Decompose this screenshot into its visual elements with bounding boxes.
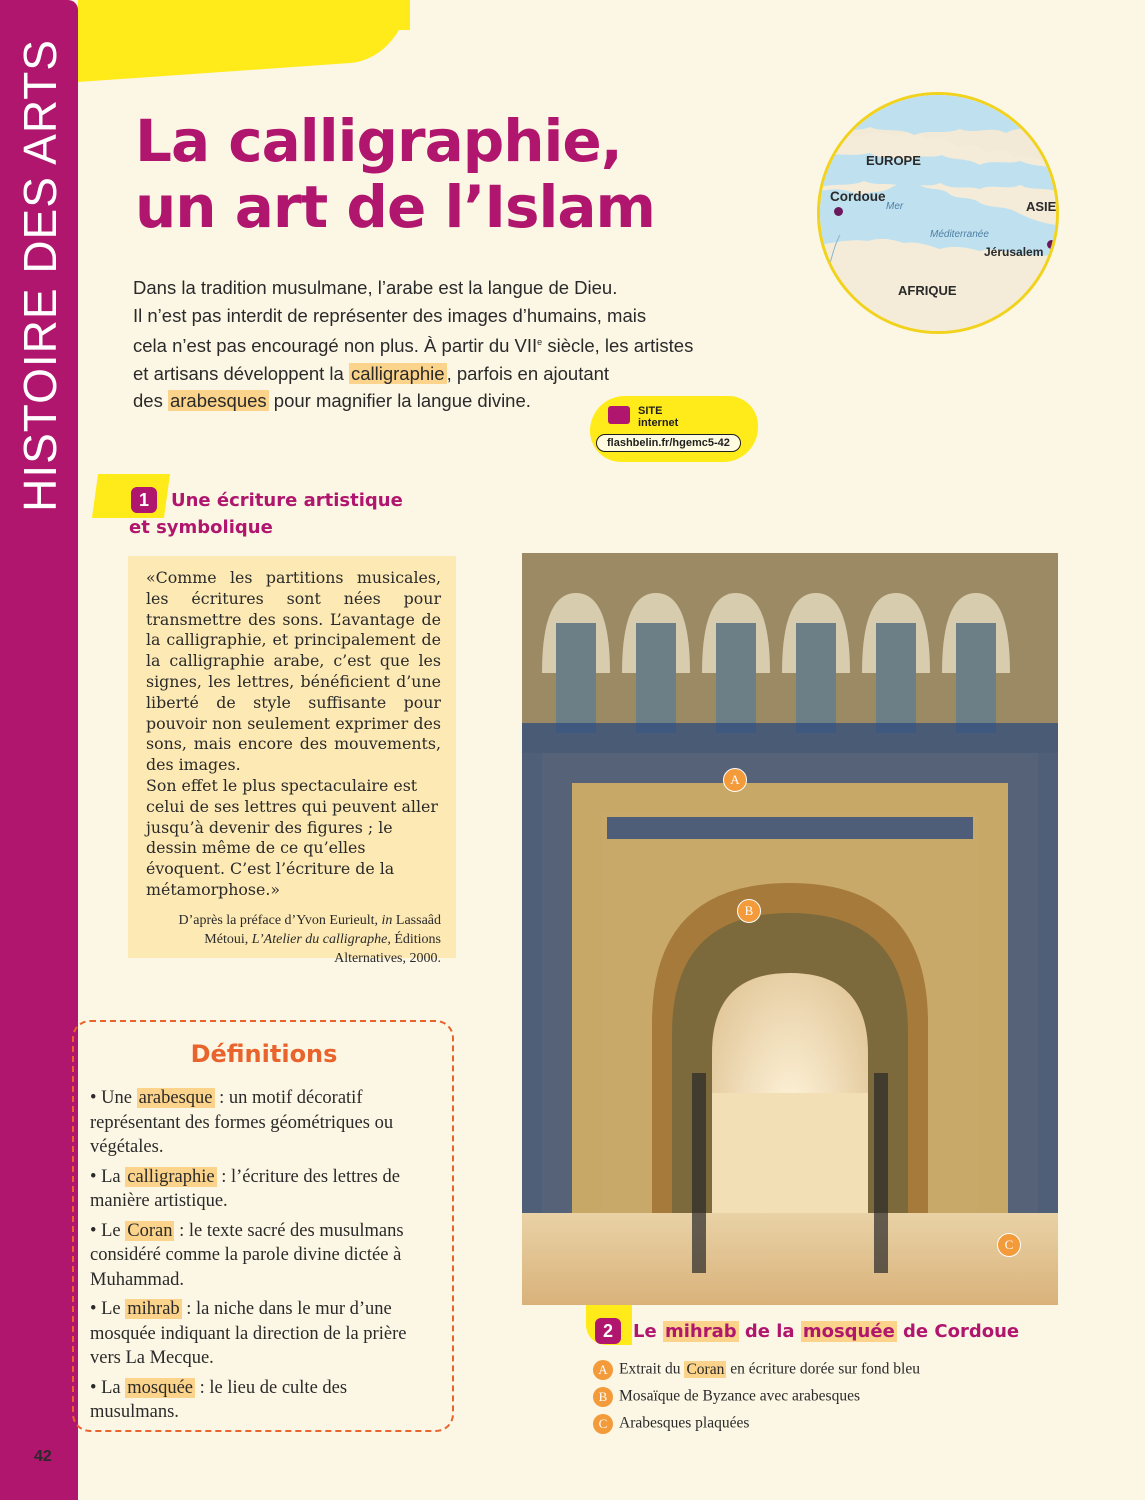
quote-box bbox=[128, 556, 456, 966]
legend-text: en écriture dorée sur fond bleu bbox=[726, 1360, 920, 1378]
marker-b: B bbox=[737, 899, 761, 923]
def-text: : la niche dans le mur d’une mosquée indiquant la direction de la prière vers La Mecque. bbox=[90, 1299, 407, 1368]
def-term[interactable]: mihrab bbox=[127, 1299, 180, 1319]
def-text: : l’écriture des lettres de manière artistique. bbox=[90, 1166, 400, 1211]
title-line-2: un art de l’Islam bbox=[135, 173, 655, 241]
keyword-arabesques[interactable]: arabesques bbox=[169, 390, 267, 412]
site-label-2: internet bbox=[638, 417, 679, 429]
section-label bbox=[10, 40, 70, 510]
legend-text: Arabesques plaquées bbox=[619, 1414, 750, 1432]
site-label-1: SITE bbox=[638, 405, 663, 417]
marker-c: C bbox=[997, 1233, 1021, 1257]
site-label bbox=[638, 405, 678, 429]
source-text: , Éditions Alternatives, 2000. bbox=[334, 931, 441, 966]
page-number: 42 bbox=[34, 1448, 52, 1465]
doc1-title-line2: et symbolique bbox=[129, 517, 273, 538]
def-term[interactable]: arabesque bbox=[138, 1088, 213, 1108]
legend-marker: C bbox=[593, 1414, 613, 1434]
intro-text: des bbox=[133, 390, 168, 412]
doc1-title-line1: Une écriture artistique bbox=[171, 490, 403, 511]
map-label-jerusalem: Jérusalem bbox=[984, 245, 1044, 259]
keyword-calligraphie[interactable]: calligraphie bbox=[350, 362, 445, 384]
intro-text: cela n’est pas encouragé non plus. À partir du VII bbox=[133, 335, 538, 357]
computer-icon bbox=[608, 406, 630, 424]
doc2-title-text: de Cordoue bbox=[896, 1321, 1020, 1342]
intro-text: Il n’est pas interdit de représenter des images d’humains, mais bbox=[133, 304, 647, 326]
quote-text-2: Son effet le plus spectaculaire est celui de ses lettres qui peuvent aller jusqu’à devenir des figures ; le dessin même de ce qu’elles évoquent. C’est l’écriture de la métamorphose.» bbox=[146, 775, 438, 899]
marker-a: A bbox=[723, 768, 747, 792]
map-label-cordoue: Cordoue bbox=[830, 189, 886, 204]
definition-item bbox=[90, 1165, 438, 1214]
map-label-europe: EUROPE bbox=[866, 153, 921, 168]
map-label-mediterranee: Méditerranée bbox=[930, 229, 989, 240]
def-term[interactable]: Coran bbox=[127, 1220, 173, 1241]
map-label-afrique: AFRIQUE bbox=[898, 283, 957, 298]
website-link-badge[interactable] bbox=[590, 396, 758, 462]
def-bullet: • Une bbox=[90, 1088, 137, 1108]
legend-marker: B bbox=[593, 1387, 613, 1407]
intro-text: pour magnifier la langue divine. bbox=[268, 390, 531, 412]
source-text: Lassaâd Métoui, bbox=[204, 912, 441, 947]
intro-text: Dans la tradition musulmane, l’arabe est la langue de Dieu. bbox=[133, 277, 618, 298]
map-label-asie: ASIE bbox=[1026, 199, 1057, 214]
quote-source bbox=[146, 911, 441, 968]
keyword-coran[interactable]: Coran bbox=[686, 1360, 725, 1378]
page-title bbox=[135, 108, 655, 240]
def-bullet: • Le bbox=[90, 1299, 126, 1319]
legend-text: Mosaïque de Byzance avec arabesques bbox=[619, 1387, 860, 1405]
doc1-number-badge: 1 bbox=[131, 487, 157, 513]
mihrab-photo bbox=[522, 553, 1058, 1305]
site-url[interactable]: flashbelin.fr/hgemc5-42 bbox=[596, 434, 741, 452]
intro-sup: e bbox=[537, 337, 543, 347]
legend-item-b bbox=[593, 1387, 860, 1407]
legend-text: Extrait du bbox=[619, 1360, 685, 1378]
keyword-mihrab[interactable]: mihrab bbox=[664, 1321, 737, 1342]
doc2-number-badge: 2 bbox=[595, 1318, 621, 1344]
legend-item-a bbox=[593, 1360, 920, 1380]
definitions-box bbox=[72, 1020, 454, 1432]
def-text: : le lieu de culte des musulmans. bbox=[90, 1377, 348, 1422]
intro-text: et artisans développent la bbox=[133, 362, 349, 384]
doc2-title-text: de la bbox=[738, 1321, 801, 1342]
intro-text: , parfois en ajoutant bbox=[446, 362, 610, 384]
doc2-title-text: Le bbox=[633, 1321, 663, 1342]
mihrab-illustration bbox=[522, 553, 1058, 1305]
definition-item bbox=[90, 1219, 438, 1293]
def-bullet: • La bbox=[90, 1377, 126, 1398]
def-bullet: • La bbox=[90, 1166, 126, 1187]
source-in: in bbox=[381, 912, 393, 928]
legend-marker: A bbox=[593, 1360, 613, 1380]
quote-text: «Comme les partitions musicales, les écritures sont nées pour transmettre des sons. L’avantage de la calligraphie, et principalement de la calligraphie arabe, c’est que les signes, les lettres, bénéficient d’une liberté de style suffisante pour pouvoir non seulement exprimer des sons, mais encore des mouvements, des images. bbox=[146, 568, 441, 775]
intro-paragraph bbox=[133, 274, 773, 415]
section-label-text: HISTOIRE DES ARTS bbox=[14, 38, 66, 512]
definition-item bbox=[90, 1086, 438, 1160]
doc2-title bbox=[633, 1318, 1019, 1345]
map-label-mer: Mer bbox=[886, 201, 904, 212]
intro-text: siècle, les artistes bbox=[542, 335, 694, 357]
def-term[interactable]: calligraphie bbox=[127, 1166, 215, 1187]
definitions-title: Définitions bbox=[190, 1040, 338, 1068]
yellow-header-tab-curve bbox=[78, 0, 410, 82]
def-text: : un motif décoratif représentant des formes géométriques ou végétales. bbox=[90, 1088, 394, 1157]
title-line-1: La calligraphie, bbox=[135, 107, 622, 175]
def-bullet: • Le bbox=[90, 1220, 126, 1241]
legend-item-c bbox=[593, 1414, 749, 1434]
definition-item bbox=[90, 1297, 438, 1371]
location-map bbox=[817, 92, 1059, 334]
map-marker-cordoue bbox=[834, 207, 843, 216]
source-book: L’Atelier du calligraphe bbox=[251, 931, 388, 947]
keyword-mosquee[interactable]: mosquée bbox=[802, 1321, 895, 1342]
source-text: D’après la préface d’Yvon Eurieult, bbox=[178, 912, 382, 928]
map-marker-jerusalem bbox=[1047, 240, 1056, 249]
def-text: : le texte sacré des musulmans considéré comme la parole divine dictée à Muhammad. bbox=[90, 1220, 404, 1290]
definition-item bbox=[90, 1376, 438, 1425]
def-term[interactable]: mosquée bbox=[127, 1377, 194, 1398]
